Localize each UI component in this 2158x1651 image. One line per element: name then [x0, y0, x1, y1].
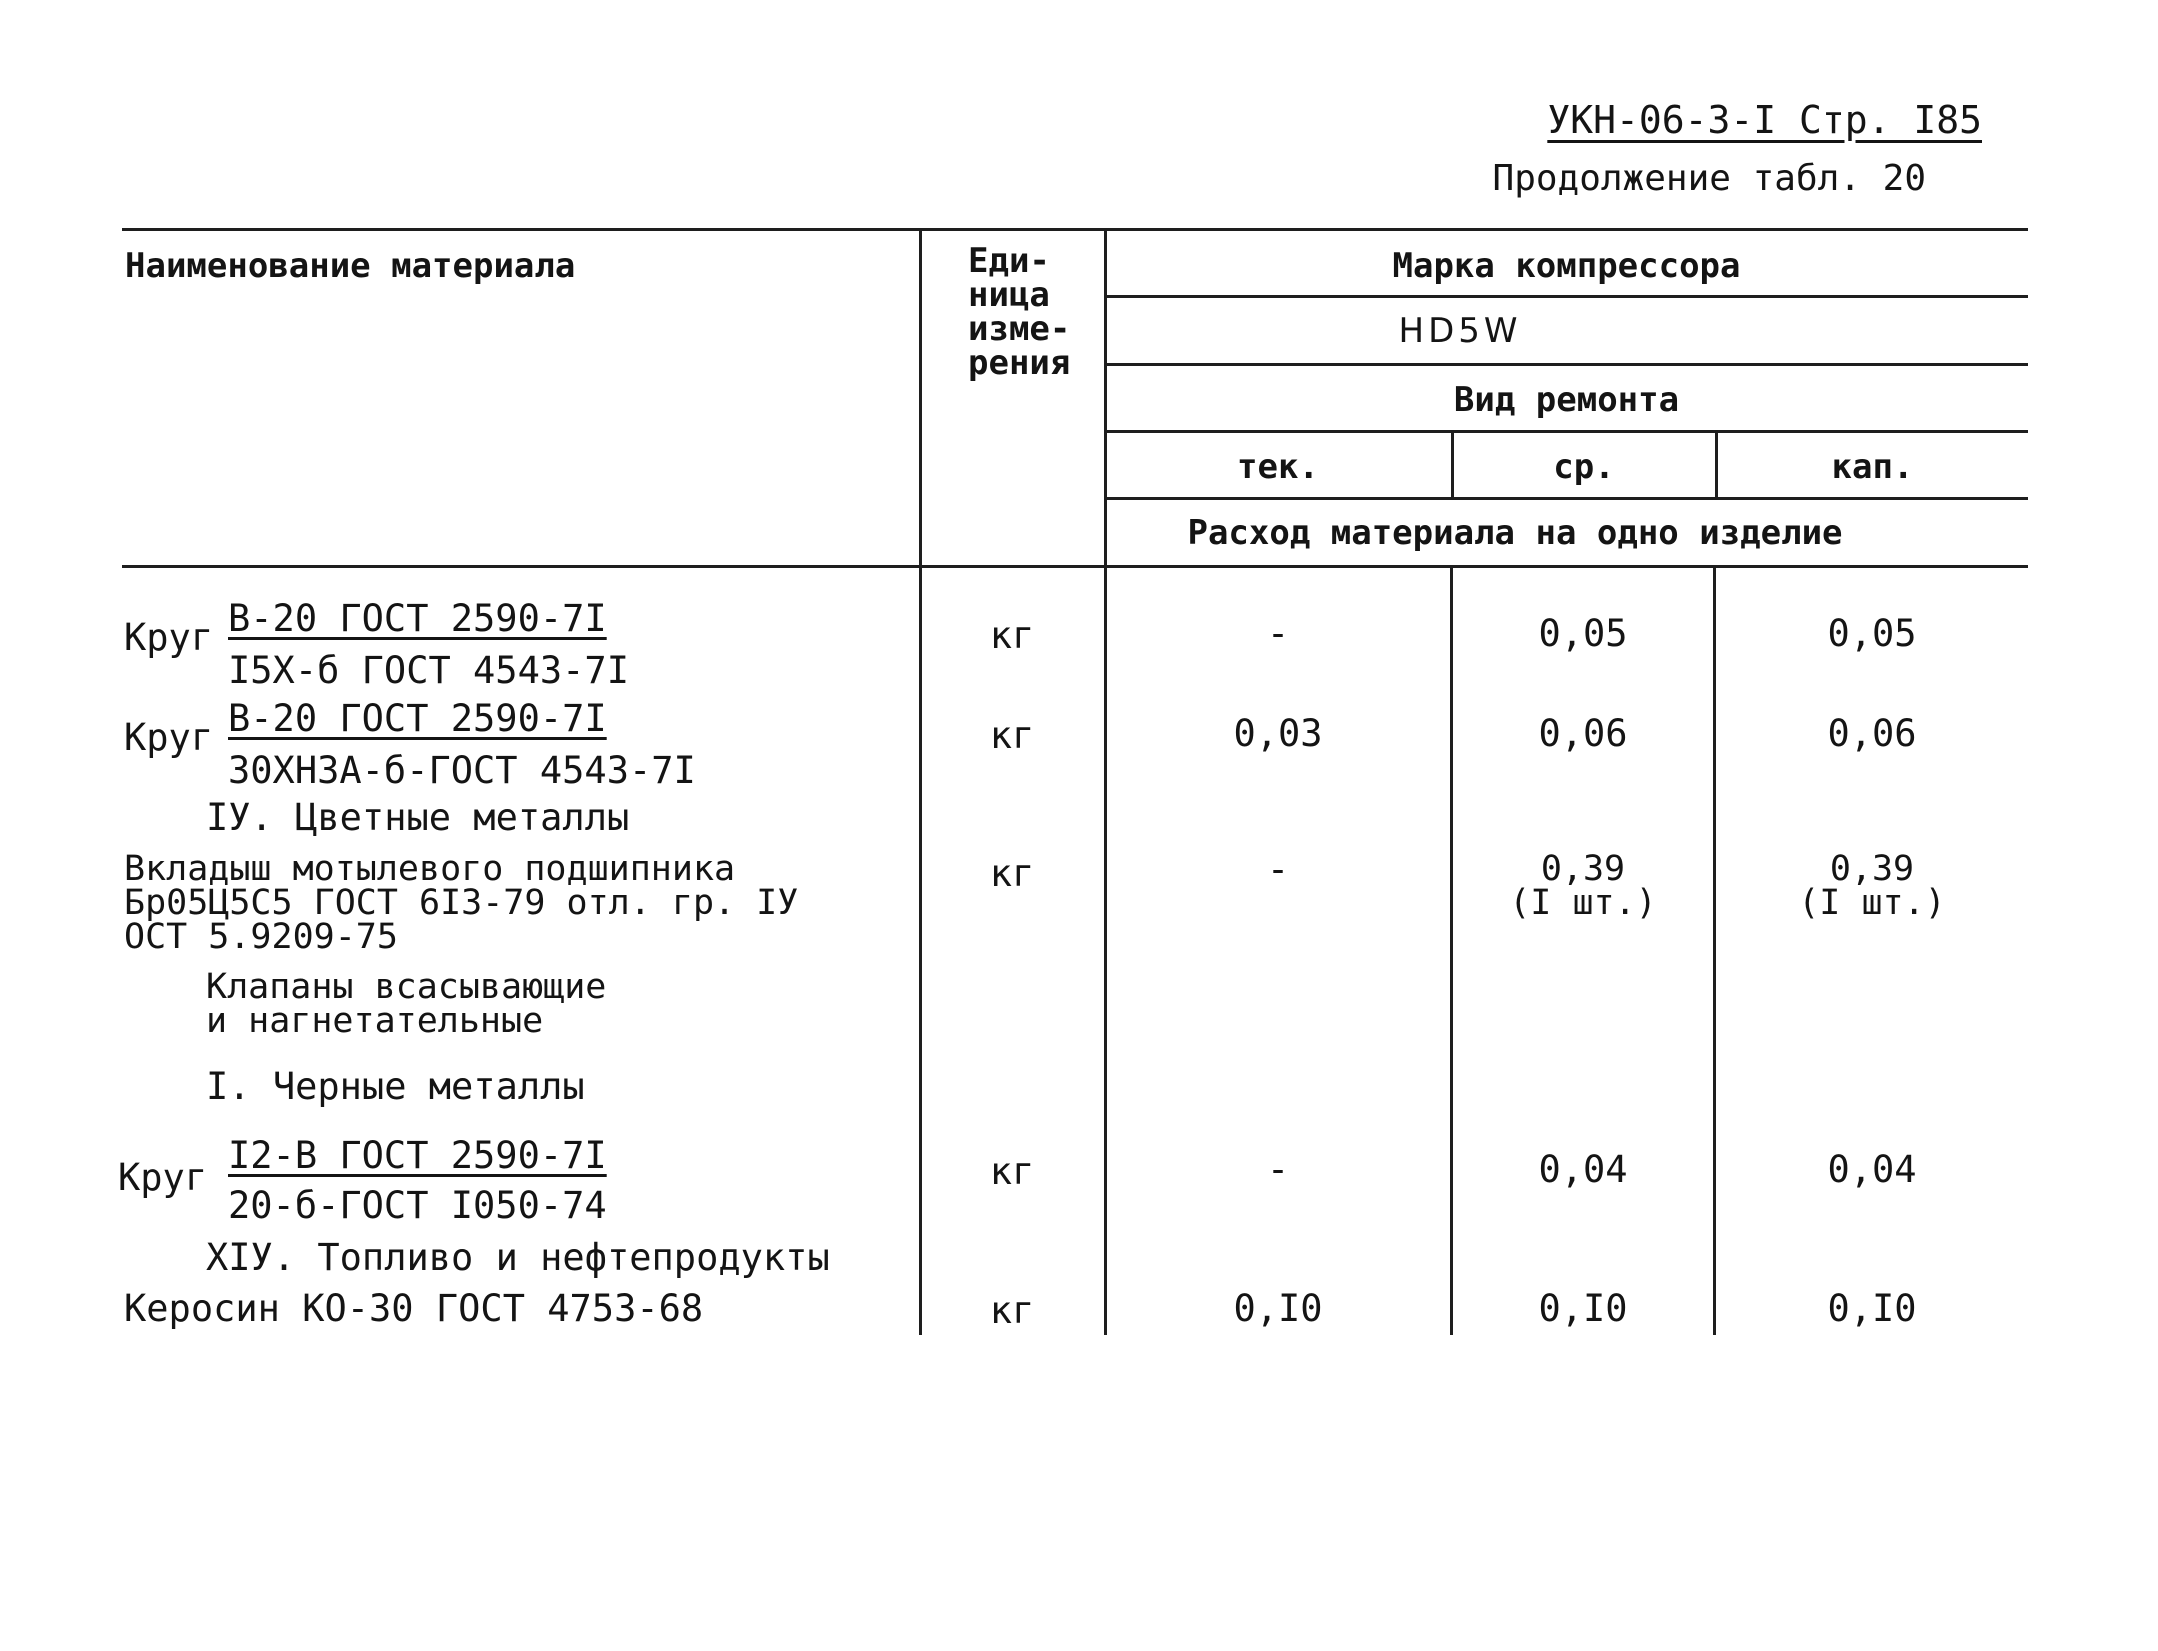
table-continuation-label: Продолжение табл. 20	[1492, 158, 1926, 199]
col-divider-tek-body	[1450, 567, 1453, 1335]
repair-type-rule	[1105, 430, 2028, 433]
row-prefix: Круг	[124, 616, 214, 659]
row-value-kap: 0,05	[1827, 612, 1917, 655]
table-top-rule	[122, 228, 2028, 231]
document-code: УКН-06-3-I Стр. I85	[1547, 98, 1982, 142]
brand-rule	[1105, 295, 2028, 298]
repair-type-sr: ср.	[1553, 447, 1615, 487]
row-material-top: В-20 ГОСТ 2590-7I	[228, 597, 607, 640]
row-value-kap: 0,06	[1827, 712, 1917, 755]
row-material-top: I2-В ГОСТ 2590-7I	[228, 1134, 607, 1177]
unit-column-header: Еди- ница изме- рения	[968, 241, 1071, 383]
repair-type-header: Вид ремонта	[1453, 380, 1680, 420]
header-bottom-rule	[122, 565, 2028, 568]
row-value-sr: 0,I0	[1538, 1287, 1628, 1330]
row-value-tek: -	[1266, 612, 1290, 655]
row-unit: кг	[989, 852, 1035, 895]
row-value-tek: -	[1266, 1148, 1290, 1191]
row-value-sr: 0,39 (I шт.)	[1509, 849, 1657, 923]
row-value-sr: 0,04	[1538, 1148, 1628, 1191]
row-value-sr: 0,05	[1538, 612, 1628, 655]
material-column-header: Наименование материала	[125, 246, 576, 286]
row-value-tek: -	[1266, 848, 1290, 891]
row-value-kap: 0,I0	[1827, 1287, 1917, 1330]
consumption-header: Расход материала на одно изделие	[1187, 513, 1843, 553]
col-divider-sr-body	[1713, 567, 1716, 1335]
row-value-tek: 0,I0	[1233, 1287, 1323, 1330]
row-unit: кг	[989, 614, 1035, 657]
row-unit: кг	[989, 1150, 1035, 1193]
row-value-kap: 0,39 (I шт.)	[1798, 849, 1946, 923]
row-prefix: Круг	[124, 716, 214, 759]
section-heading: XIУ. Топливо и нефтепродукты	[206, 1236, 830, 1279]
row-material-bottom: I5Х-б ГОСТ 4543-7I	[228, 649, 629, 692]
row-unit: кг	[989, 1289, 1035, 1332]
row-material-multiline: Вкладыш мотылевого подшипника Бр05Ц5С5 ГОСТ 6I3-79 отл. гр. IУ ОСТ 5.9209-75	[124, 849, 799, 957]
row-material-top: В-20 ГОСТ 2590-7I	[228, 697, 607, 740]
compressor-model: HD5W	[1398, 311, 1522, 351]
row-unit: кг	[989, 714, 1035, 757]
repair-subcols-rule	[1105, 497, 2028, 500]
row-prefix: Круг	[118, 1156, 208, 1199]
row-material-bottom: 20-б-ГОСТ I050-74	[228, 1184, 607, 1227]
group-heading: Клапаны всасывающие и нагнетательные	[206, 967, 607, 1041]
row-material-name: Керосин КО-30 ГОСТ 4753-68	[124, 1287, 704, 1330]
model-rule	[1105, 363, 2028, 366]
row-value-tek: 0,03	[1233, 712, 1323, 755]
row-material-bottom: 30ХН3А-б-ГОСТ 4543-7I	[228, 749, 696, 792]
repair-type-tek: тек.	[1237, 447, 1319, 487]
row-value-sr: 0,06	[1538, 712, 1628, 755]
repair-type-kap: кап.	[1831, 447, 1914, 487]
section-heading: IУ. Цветные металлы	[206, 796, 630, 839]
compressor-brand-header: Марка компрессора	[1392, 246, 1741, 286]
section-heading: I. Черные металлы	[206, 1065, 585, 1108]
row-value-kap: 0,04	[1827, 1148, 1917, 1191]
